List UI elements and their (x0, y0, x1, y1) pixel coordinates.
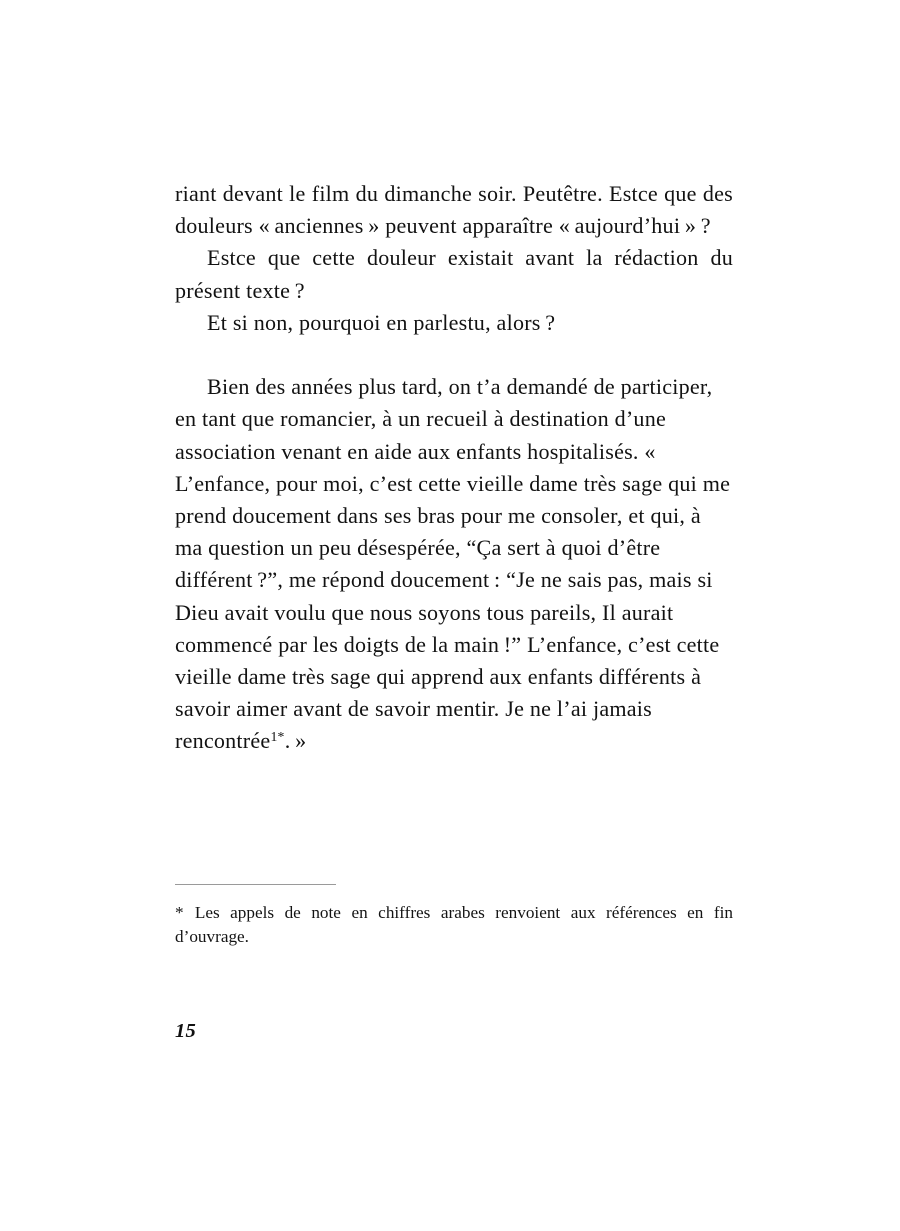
footnote-body: Les appels de note en chiffres arabes renvoient aux références en fin d’ouvrage. (175, 903, 734, 947)
footnote-separator-rule (175, 884, 336, 885)
paragraph-1: riant devant le film du dimanche soir. Peutêtre. Estce que des douleurs « anciennes » peuvent apparaître « aujourd’hui » ? (175, 181, 733, 239)
page-number: 15 (175, 1020, 196, 1042)
paragraph-4 (175, 371, 733, 757)
footnote-text (175, 901, 733, 950)
paragraph-4-text: Bien des années plus tard, on t’a demandé de participer, en tant que romancier, à un recueil à destination d’une association venant en aide aux enfants hospitalisés. « L’enfance, pour moi, c’est cette vieille dame très sage qui me prend doucement dans ses bras pour me consoler, et qui, à ma question un peu désespérée, “Ça sert à quoi d’être différent ?”, me répond doucement : “Je ne sais pas, mais si Dieu avait voulu que nous soyons tous pareils, Il aurait commencé par les doigts de la main !” L’enfance, c’est cette vieille dame très sage qui apprend aux enfants différents à savoir aimer avant de savoir mentir. Je ne l’ai jamais rencontrée (175, 374, 731, 754)
body-text-column (175, 178, 733, 758)
footnote-area (175, 884, 733, 950)
footnote-star-marker: * (175, 903, 185, 922)
paragraph-4-text-tail: . » (284, 728, 307, 754)
paragraph-3: Et si non, pourquoi en parlestu, alors ? (207, 309, 556, 335)
footnote-reference-marker[interactable]: 1* (270, 729, 285, 745)
paragraph-2: Estce que cette douleur existait avant la rédaction du présent texte ? (175, 245, 733, 303)
